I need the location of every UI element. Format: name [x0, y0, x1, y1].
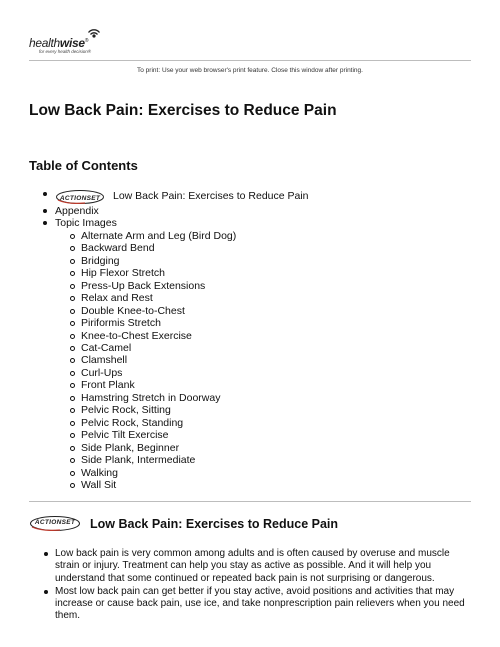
- page-title: Low Back Pain: Exercises to Reduce Pain: [29, 102, 337, 119]
- toc-heading: Table of Contents: [29, 158, 138, 173]
- print-instructions: To print: Use your web browser's print feature. Close this window after printing.: [137, 67, 363, 74]
- section-header: [29, 515, 338, 532]
- list-item[interactable]: Pelvic Tilt Exercise: [81, 429, 309, 441]
- list-item: Most low back pain can get better if you stay active, avoid positions and activities that may increase or cause back pain, use ice, and take nonprescription pain relievers when you need them.: [55, 586, 473, 623]
- toc-item-topic-images: [55, 217, 309, 491]
- actionset-badge-icon: ACTIONSET: [29, 515, 81, 532]
- list-item[interactable]: Curl-Ups: [81, 367, 309, 379]
- list-item[interactable]: Backward Bend: [81, 242, 309, 254]
- toc-item-label: Low Back Pain: Exercises to Reduce Pain: [113, 190, 309, 203]
- list-item[interactable]: Side Plank, Intermediate: [81, 454, 309, 466]
- list-item[interactable]: Hamstring Stretch in Doorway: [81, 392, 309, 404]
- logo-tagline: for every health decision®: [39, 49, 92, 54]
- toc-item-appendix[interactable]: Appendix: [55, 205, 309, 217]
- list-item[interactable]: Relax and Rest: [81, 292, 309, 304]
- header-divider: [29, 60, 471, 61]
- table-of-contents: [55, 188, 309, 491]
- list-item[interactable]: Wall Sit: [81, 479, 309, 491]
- list-item[interactable]: Double Knee-to-Chest: [81, 305, 309, 317]
- list-item[interactable]: Press-Up Back Extensions: [81, 280, 309, 292]
- section-divider: [29, 501, 471, 502]
- list-item[interactable]: Pelvic Rock, Sitting: [81, 404, 309, 416]
- list-item[interactable]: Cat-Camel: [81, 342, 309, 354]
- list-item[interactable]: Knee-to-Chest Exercise: [81, 330, 309, 342]
- list-item[interactable]: Clamshell: [81, 354, 309, 366]
- list-item[interactable]: Pelvic Rock, Standing: [81, 417, 309, 429]
- section-heading: Low Back Pain: Exercises to Reduce Pain: [90, 516, 339, 531]
- toc-item-actionset[interactable]: [55, 188, 309, 205]
- list-item[interactable]: Piriformis Stretch: [81, 317, 309, 329]
- list-item[interactable]: Bridging: [81, 255, 309, 267]
- signal-arc-icon: [87, 27, 101, 39]
- list-item[interactable]: Side Plank, Beginner: [81, 442, 309, 454]
- toc-item-label: Topic Images: [55, 217, 117, 230]
- logo-wordmark: healthwise®: [29, 36, 89, 50]
- list-item[interactable]: Front Plank: [81, 379, 309, 391]
- list-item[interactable]: Walking: [81, 467, 309, 479]
- list-item: Low back pain is very common among adults and is often caused by overuse and muscle strain or injury. Treatment can help you stay as active as possible. And it will help you understand that some continued or repeated back pain is not surprising or dangerous.: [55, 548, 473, 585]
- actionset-badge-icon: ACTIONSET: [55, 189, 105, 205]
- section-bullets: [55, 548, 473, 624]
- healthwise-logo: [29, 27, 109, 61]
- list-item[interactable]: Alternate Arm and Leg (Bird Dog): [81, 230, 309, 242]
- topic-images-list: [55, 230, 309, 492]
- list-item[interactable]: Hip Flexor Stretch: [81, 267, 309, 279]
